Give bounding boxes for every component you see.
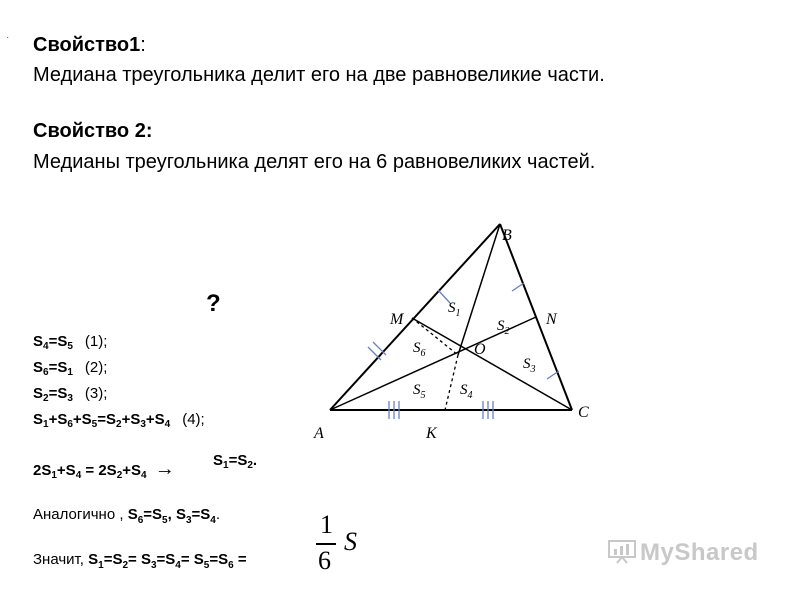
presentation-board-icon [608,540,636,564]
centroid-o-label: O [474,341,486,358]
therefore-prefix: Значит, [33,551,84,568]
watermark [608,539,759,567]
midpoint-m-label: M [390,311,404,328]
equation-4: $S_1+S_6+S_5=S_2+S_3+S_4$ (4); [33,411,205,430]
corner-dot: · [6,32,10,43]
implies-arrow-icon: → [154,458,175,480]
question-mark: ? [206,290,221,317]
area-s3-label: $S_3$ [523,356,536,375]
area-s2-label: $S_2$ [497,318,510,337]
median-ok-dashed [445,355,458,410]
area-s5-label: $S_5$ [413,382,426,401]
property1-title: Свойство1 [33,34,141,56]
therefore-formula: $S_1=S_2= S_3=S_4= S_5=S_6$ = [83,551,247,571]
vertex-b-label: B [502,227,512,244]
solid-medians [330,224,572,410]
area-s4-label: $S_4$ [460,382,473,401]
analogously-prefix: Аналогично , [33,506,124,523]
vertex-c-label: C [578,404,589,421]
equation-4-note: (4); [182,411,205,428]
midpoint-n-label: N [546,311,557,328]
equation-1-note: (1); [84,333,108,350]
fraction-denominator: 6 [318,546,331,575]
equation-1: $S_4=S_5$ (1); [33,333,108,352]
conclusion-left: $2S_1+S_4 = 2S_2+S_4$ → [33,458,175,481]
property2-text: Медианы треугольника делят его на 6 равновеликих частей. [33,151,596,173]
analogously-line: Аналогично , $S_6=S_5$, $S_3=S_4$. [33,506,221,526]
midpoint-k-label: K [426,425,437,442]
fraction-numerator: 1 [320,510,333,539]
watermark-text: MyShared [640,539,759,566]
fraction-symbol: S [344,527,357,556]
median-cm [412,318,572,410]
equation-3-note: (3); [84,385,108,402]
equation-2-note: (2); [84,359,108,376]
area-s1-label: $S_1$ [448,300,461,319]
area-s6-label: $S_6$ [413,340,426,359]
conclusion-right: $S_1=S_2$. [213,452,258,471]
property2-title: Свойство 2: [33,120,153,142]
vertex-a-label: A [314,425,324,442]
analogously-formula: $S_6=S_5$, $S_3=S_4$ [123,506,216,526]
property1-text: Медиана треугольника делит его на две равновеликие части. [33,64,605,86]
property1-colon: : [140,34,146,56]
equation-3: $S_2=S_3$ (3); [33,385,108,404]
equation-2: $S_6=S_1$ (2); [33,359,108,378]
